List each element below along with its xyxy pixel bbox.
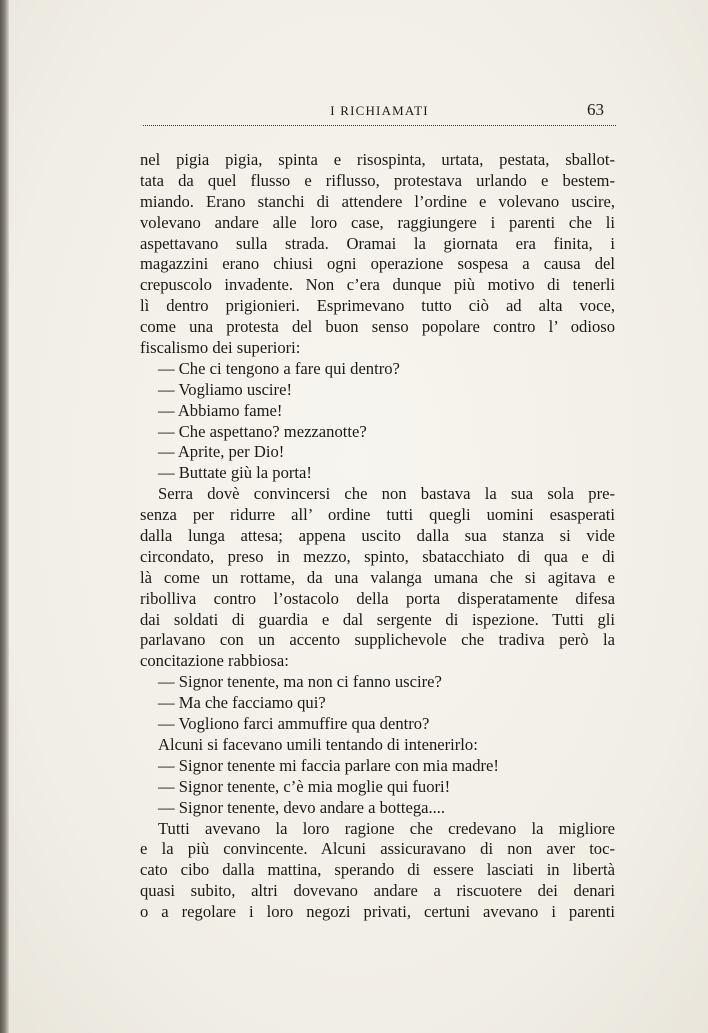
text-line: come una protesta del buon senso popolare contro l’ odioso: [140, 317, 615, 337]
text-line: Tutti avevano la loro ragione che credevano la migliore: [158, 818, 615, 838]
dialogue-line: — Aprite, per Dio!: [158, 442, 285, 462]
dialogue-line: — Ma che facciamo qui?: [158, 693, 326, 713]
text-line: concitazione rabbiosa:: [140, 651, 289, 671]
text-line: quasi subito, altri dovevano andare a riscuotere dei denari: [140, 881, 615, 901]
body-text: [140, 150, 615, 923]
text-line: crepuscolo invadente. Non c’era dunque più motivo di tenerli: [140, 275, 615, 295]
text-line: cato cibo dalla mattina, sperando di essere lasciati in libertà: [140, 860, 615, 880]
dialogue-line: — Abbiamo fame!: [158, 400, 283, 420]
text-line: magazzini erano chiusi ogni operazione sospesa a causa del: [140, 254, 615, 274]
text-line: parlavano con un accento supplichevole che tradiva però la: [140, 630, 615, 650]
text-line: o a regolare i loro negozi privati, certuni avevano i parenti: [140, 902, 615, 922]
text-line: Alcuni si facevano umili tentando di intenerirlo:: [158, 734, 478, 754]
page-spine-shadow: [0, 0, 9, 1033]
header-rule: [143, 125, 616, 126]
text-line: dai soldati di guardia e dal sergente di ispezione. Tutti gli: [140, 609, 615, 629]
text-line: nel pigia pigia, spinta e risospinta, urtata, pestata, sballot-: [140, 150, 615, 169]
dialogue-line: — Signor tenente, devo andare a bottega....: [158, 797, 446, 817]
dialogue-line: — Signor tenente, ma non ci fanno uscire?: [158, 672, 442, 692]
dialogue-line: — Che aspettano? mezzanotte?: [158, 421, 367, 441]
dialogue-line: — Vogliono farci ammuffire qua dentro?: [158, 714, 430, 734]
text-line: senza per ridurre all’ ordine tutti quegli uomini esasperati: [140, 505, 615, 525]
text-line: circondato, preso in mezzo, spinto, sbatacchiato di qua e di: [140, 546, 615, 566]
text-line: aspettavano sulla strada. Oramai la giornata era finita, i: [140, 233, 615, 253]
text-line: là come un rottame, da una valanga umana che si agitava e: [140, 567, 615, 587]
page-number: 63: [587, 100, 604, 119]
dialogue-line: — Signor tenente mi faccia parlare con mia madre!: [158, 755, 499, 775]
dialogue-line: — Signor tenente, c’è mia moglie qui fuori!: [158, 776, 451, 796]
text-line: fiscalismo dei superiori:: [140, 338, 301, 358]
dialogue-line: — Vogliamo uscire!: [158, 379, 292, 399]
text-line: Serra dovè convincersi che non bastava la sua sola pre-: [158, 484, 615, 504]
running-title: I RICHIAMATI: [330, 103, 429, 118]
text-line: dalla lunga attesa; appena uscito dalla sua stanza si vide: [140, 526, 615, 546]
text-line: miando. Erano stanchi di attendere l’ordine e volevano uscire,: [140, 191, 615, 211]
dialogue-line: — Buttate giù la porta!: [158, 463, 312, 483]
text-line: e la più convincente. Alcuni assicuravano di non aver toc-: [140, 839, 615, 859]
page-header: [143, 100, 616, 124]
text-line: lì dentro prigionieri. Esprimevano tutto ciò ad alta voce,: [140, 296, 615, 316]
dialogue-line: — Che ci tengono a fare qui dentro?: [158, 358, 400, 378]
text-line: tata da quel flusso e riflusso, protestava urlando e bestem-: [140, 170, 615, 190]
text-line: ribolliva contro l’ostacolo della porta disperatamente difesa: [140, 588, 615, 608]
text-line: volevano andare alle loro case, raggiungere i parenti che li: [140, 212, 615, 232]
